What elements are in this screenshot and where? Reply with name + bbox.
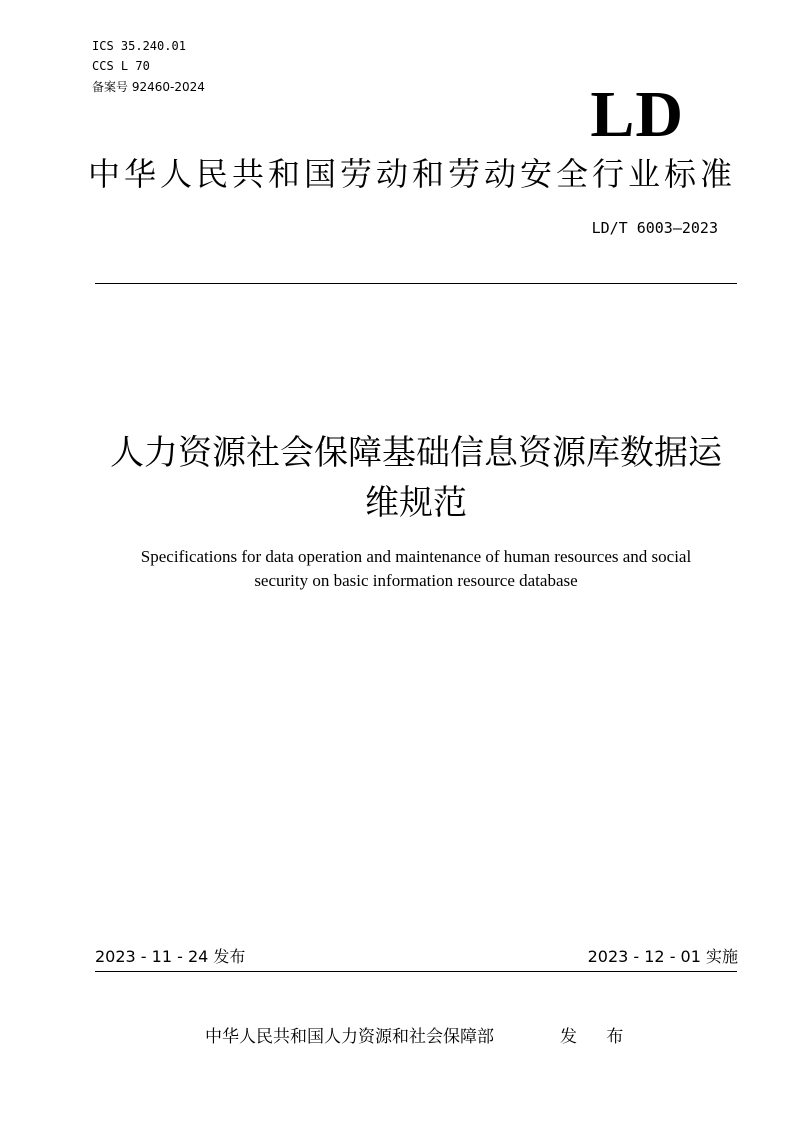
issue-label: 发 布 xyxy=(560,1027,636,1047)
ld-logo: LD xyxy=(590,78,684,151)
document-title-cn xyxy=(95,428,737,528)
header-divider xyxy=(95,283,737,284)
ics-code: ICS 35.240.01 xyxy=(92,39,186,53)
standard-type-title: 中华人民共和国劳动和劳动安全行业标准 xyxy=(88,155,737,193)
document-title-en xyxy=(95,545,737,593)
title-cn-line-1: 人力资源社会保障基础信息资源库数据运 xyxy=(110,433,722,473)
title-en-line-1: Specifications for data operation and maintenance of human resources and social xyxy=(140,547,692,566)
footer-divider xyxy=(95,971,737,972)
standard-code: LD/T 6003—2023 xyxy=(591,219,718,237)
ccs-code: CCS L 70 xyxy=(92,59,150,73)
effective-date: 2023 - 12 - 01 实施 xyxy=(587,947,738,966)
record-number: 备案号 92460-2024 xyxy=(92,80,205,94)
title-cn-line-2: 维规范 xyxy=(365,483,467,523)
issuing-authority: 中华人民共和国人力资源和社会保障部 xyxy=(205,1027,494,1047)
release-date: 2023 - 11 - 24 发布 xyxy=(95,947,246,966)
title-en-line-2: security on basic information resource database xyxy=(254,571,578,590)
